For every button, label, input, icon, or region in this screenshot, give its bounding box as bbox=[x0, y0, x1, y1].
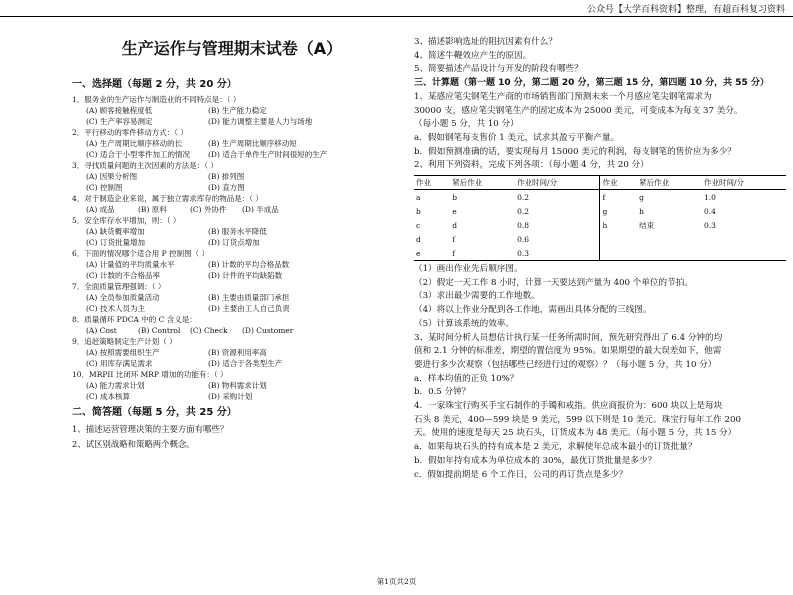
table-cell: e bbox=[452, 206, 457, 216]
calc-q2-item-1: （1）画出作业先后顺序图。 bbox=[414, 264, 523, 275]
table-cell: b bbox=[452, 192, 458, 202]
mcq-options-row bbox=[72, 138, 392, 149]
mcq-option: (A) 缺货概率增加 bbox=[86, 227, 145, 236]
table-cell: d bbox=[416, 234, 421, 244]
table-row bbox=[414, 190, 786, 205]
table-cell bbox=[600, 246, 637, 261]
mcq-option: (D) 半成品 bbox=[242, 205, 279, 214]
calc-q4-line-3: 天。使用的速度是每天 25 块石头，订货成本为 48 美元。（每小题 5 分，共 15 分） bbox=[414, 428, 737, 439]
table-cell: d bbox=[452, 220, 458, 230]
mcq-option: (D) 适合于各类型生产 bbox=[208, 359, 283, 368]
calc-q3-line-5: b．0.5 分钟？ bbox=[414, 387, 471, 398]
calc-q2-intro: 2、利用下列资料，完成下列各项：（每小题 4 分，共 20 分） bbox=[414, 160, 649, 171]
table-cell: f bbox=[452, 234, 456, 244]
mcq-option: (B) 排列图 bbox=[208, 172, 245, 181]
table-cell: b bbox=[416, 206, 421, 216]
mcq-option: (A) 能力需求计划 bbox=[86, 381, 145, 390]
mcq-option: (B) 计数的平均合格品数 bbox=[208, 260, 290, 269]
mcq-option: (D) 采购计划 bbox=[208, 392, 253, 401]
mcq-option: (A) 生产周期比顺序移动的长 bbox=[86, 139, 183, 148]
table-cell: h bbox=[600, 218, 637, 232]
left-column bbox=[72, 36, 392, 452]
table-cell: 0.3 bbox=[515, 246, 600, 261]
mcq-options-row bbox=[72, 292, 392, 303]
table-cell bbox=[600, 232, 637, 246]
mcq-options-row bbox=[72, 391, 392, 402]
table-cell: g bbox=[600, 204, 637, 218]
page-footer: 第1页共2页 bbox=[376, 577, 417, 586]
mcq-option: (A) 因果分析图 bbox=[86, 172, 138, 181]
header-divider bbox=[0, 16, 793, 17]
mcq-options-row bbox=[72, 325, 392, 336]
calc-q1-line-5: b．假如预测准确的话，要实现每月 15000 美元的利润，每支钢笔的售价应为多少？ bbox=[414, 146, 736, 157]
mcq-options-row bbox=[72, 226, 392, 237]
table-cell: 0.8 bbox=[517, 220, 529, 230]
mcq-option: (A) 顾客接触程度低 bbox=[86, 106, 153, 115]
table-cell: 结束 bbox=[639, 220, 655, 230]
table-header: 紧后作业 bbox=[637, 176, 702, 190]
table-cell: c bbox=[416, 220, 421, 230]
table-cell: h bbox=[639, 206, 645, 216]
mcq-option: (B) 生产周期比顺序移动短 bbox=[208, 139, 297, 148]
mcq-option: (B) 物料需求计划 bbox=[208, 381, 267, 390]
exam-title: 生产运作与管理期末试卷（A） bbox=[121, 39, 343, 58]
table-cell: f bbox=[600, 190, 637, 205]
mcq-stem: 3．寻找质量问题的主次因素的方法是：（ ） bbox=[72, 161, 218, 170]
calc-q2-item-2: （2）假定一天工作 8 小时，计算一天要达到产量为 400 个单位的节拍。 bbox=[414, 277, 693, 288]
short-answer-2: 2、试区别战略和策略两个概念。 bbox=[72, 439, 195, 449]
short-answer-1: 1、描述运营管理决策的主要方面有哪些？ bbox=[72, 424, 229, 434]
mcq-stem: 9．追赶策略制定生产计划（ ） bbox=[72, 337, 177, 346]
table-header-row bbox=[414, 176, 786, 190]
mcq-options-row bbox=[72, 237, 392, 248]
table-cell: e bbox=[414, 246, 450, 261]
calc-q2-item-3: （3）求出最少需要的工作地数。 bbox=[414, 291, 540, 302]
table-cell: 0.4 bbox=[704, 206, 716, 216]
activity-table bbox=[414, 175, 786, 261]
mcq-options-row bbox=[72, 380, 392, 391]
calc-q3-line-3: 要进行多少次观察（包括哪些已经进行过的观察）？（每小题 5 分，共 10 分） bbox=[414, 359, 717, 370]
calc-q1-line-1: 1、某感应笔尖钢笔生产商的市场销售部门预测未来一个月感应笔尖钢笔需求为 bbox=[414, 91, 712, 102]
short-answer-4: 4、简述牛鞭效应产生的原因。 bbox=[414, 50, 532, 61]
mcq-option: (C) 外协件 bbox=[190, 205, 227, 214]
table-cell: 0.3 bbox=[704, 220, 716, 230]
mcq-option: (C) 用库存满足需求 bbox=[86, 359, 153, 368]
table-cell: g bbox=[639, 192, 644, 202]
mcq-stem: 5．安全库存水平增加，则：（ ） bbox=[72, 216, 181, 225]
table-cell: 0.2 bbox=[517, 192, 529, 202]
mcq-option: (A) 按照需要组织生产 bbox=[86, 348, 160, 357]
mcq-options-row bbox=[72, 116, 392, 127]
short-answer-5: 5、简要描述产品设计与开发的阶段有哪些？ bbox=[414, 64, 583, 75]
mcq-stem: 8．质量循环 PDCA 中的 C 含义是： bbox=[72, 315, 197, 324]
mcq-option: (D) 计件的平均缺陷数 bbox=[208, 271, 283, 280]
mcq-option: (C) 计数的不合格品率 bbox=[86, 271, 160, 280]
table-row bbox=[414, 204, 786, 218]
section1-heading: 一、选择题（每题 2 分，共 20 分） bbox=[72, 79, 237, 90]
calc-q3-line-4: a．样本均值的正负 10%？ bbox=[414, 373, 519, 384]
mcq-option: (B) 主要由质量部门承担 bbox=[208, 293, 290, 302]
mcq-option: (C) 技术人员为主 bbox=[86, 304, 145, 313]
table-cell: f bbox=[450, 246, 515, 261]
mcq-option: (D) 直方图 bbox=[208, 183, 245, 192]
calc-q4-line-5: b．假如年持有成本为单位成本的 30%，最优订货批量是多少？ bbox=[414, 455, 657, 466]
mcq-option: (D) Customer bbox=[242, 326, 294, 335]
mcq-options-row bbox=[72, 347, 392, 358]
calc-q3-line-1: 3、某时间分析人员想估计执行某一任务所需时间，预先研究得出了 6.4 分钟的均 bbox=[414, 332, 723, 343]
mcq-options-row bbox=[72, 358, 392, 369]
mcq-stem: 10．MRPII 比闭环 MRP 增加的功能有：（ ） bbox=[72, 370, 228, 379]
mcq-stem: 6．下面的情况哪个适合用 P 控制图（ ） bbox=[72, 249, 209, 258]
mcq-list bbox=[72, 94, 392, 402]
right-column bbox=[414, 36, 786, 482]
calc-q1-line-2: 30000 支，感应笔尖钢笔生产的固定成本为 25000 美元，可变成本为每支 37 美分。 bbox=[414, 105, 743, 116]
table-cell bbox=[702, 232, 786, 246]
calc-q3-line-2: 值和 2.1 分钟的标准差，期望的置信度为 95%。如果期望的最大误差如下，他需 bbox=[414, 346, 722, 357]
mcq-option: (A) 成品 bbox=[86, 205, 115, 214]
mcq-stem: 7．全面质量管理强调：（ ） bbox=[72, 282, 166, 291]
table-header: 作业时间/分 bbox=[702, 176, 786, 190]
calc-q1-line-3: （每小题 5 分，共 10 分） bbox=[414, 119, 519, 130]
table-row bbox=[414, 232, 786, 246]
table-header: 作业 bbox=[414, 176, 450, 190]
short-answer-3: 3、描述影响选址的阻抗因素有什么？ bbox=[414, 37, 557, 47]
calc-q2-item-4: （4）将以上作业分配到各工作地，需画出具体分配的三线图。 bbox=[414, 305, 652, 316]
mcq-option: (D) 能力调整主要是人力与场地 bbox=[208, 117, 313, 126]
mcq-option: (D) 订货点增加 bbox=[208, 238, 260, 247]
table-header: 作业时间/分 bbox=[515, 176, 600, 190]
mcq-option: (A) Cost bbox=[86, 326, 117, 335]
mcq-option: (C) 成本核算 bbox=[86, 392, 130, 401]
table-row bbox=[414, 246, 786, 261]
mcq-option: (C) 订货批量增加 bbox=[86, 238, 145, 247]
mcq-option: (C) 生产率容易测定 bbox=[86, 117, 153, 126]
mcq-option: (B) 资源利用率高 bbox=[208, 348, 267, 357]
mcq-stem: 1．服务业的生产运作与制造业的不同特点是：（ ） bbox=[72, 95, 241, 104]
mcq-options-row bbox=[72, 105, 392, 116]
section2-heading: 二、简答题（每题 5 分，共 25 分） bbox=[72, 407, 237, 418]
page-header: 公众号【大学百科资料】整理，有超百科复习资料 bbox=[586, 5, 785, 15]
mcq-options-row bbox=[72, 182, 392, 193]
table-cell: a bbox=[416, 192, 421, 202]
calc-q4-line-6: c．假如提前期是 6 个工作日，公司的再订货点是多少？ bbox=[414, 469, 628, 480]
table-cell: 1.0 bbox=[704, 192, 716, 202]
mcq-option: (B) Control bbox=[138, 326, 181, 335]
table-header: 作业 bbox=[600, 176, 637, 190]
mcq-option: (B) 服务水平降低 bbox=[208, 227, 267, 236]
mcq-options-row bbox=[72, 270, 392, 281]
mcq-options-row bbox=[72, 149, 392, 160]
mcq-option: (C) 控制图 bbox=[86, 183, 123, 192]
calc-q2-item-5: （5）计算该系统的效率。 bbox=[414, 318, 514, 329]
section3-heading: 三、计算题（第一题 10 分，第二题 20 分，第三题 15 分，第四题 10 分，共 55 分） bbox=[414, 78, 769, 89]
mcq-option: (A) 计量值的平均质量水平 bbox=[86, 260, 175, 269]
mcq-options-row bbox=[72, 171, 392, 182]
table-cell bbox=[702, 246, 786, 261]
mcq-option: (D) 适合于单件生产时间很短的生产 bbox=[208, 150, 328, 159]
mcq-option: (A) 全员参加质量活动 bbox=[86, 293, 160, 302]
calc-q4-line-1: 4．一家珠宝行购买手宝石制作的手镯和戒指。供应商报价为：600 块以上是每块 bbox=[414, 401, 723, 412]
mcq-option: (B) 生产能力稳定 bbox=[208, 106, 267, 115]
table-cell bbox=[637, 246, 702, 261]
mcq-stem: 2．平行移动的零件移动方式：（ ） bbox=[72, 128, 188, 137]
calc-q1-line-4: a．假如钢笔每支售价 1 美元，试求其盈亏平衡产量。 bbox=[414, 132, 620, 143]
table-row bbox=[414, 218, 786, 232]
mcq-stem: 4．对于制造企业来说，属于独立需求库存的物品是：（ ） bbox=[72, 194, 263, 203]
mcq-options-row bbox=[72, 259, 392, 270]
table-cell bbox=[637, 232, 702, 246]
mcq-option: (D) 主要由工人自己负责 bbox=[208, 304, 290, 313]
calc-q4-line-4: a．如果每块石头的持有成本是 2 美元，求解使年总成本最小的订货批量？ bbox=[414, 442, 697, 453]
table-cell: 0.6 bbox=[517, 234, 529, 244]
calc-q4-line-2: 石头 8 美元，400—599 块是 9 美元，599 以下则是 10 美元。珠宝行每年工作 200 bbox=[414, 414, 741, 425]
mcq-option: (C) Check bbox=[190, 326, 228, 335]
mcq-options-row bbox=[72, 303, 392, 314]
table-header: 紧后作业 bbox=[450, 176, 515, 190]
mcq-option: (C) 适合于小型零件加工的情况 bbox=[86, 150, 190, 159]
table-cell: 0.2 bbox=[517, 206, 529, 216]
mcq-option: (B) 原料 bbox=[138, 205, 167, 214]
mcq-options-row bbox=[72, 204, 392, 215]
